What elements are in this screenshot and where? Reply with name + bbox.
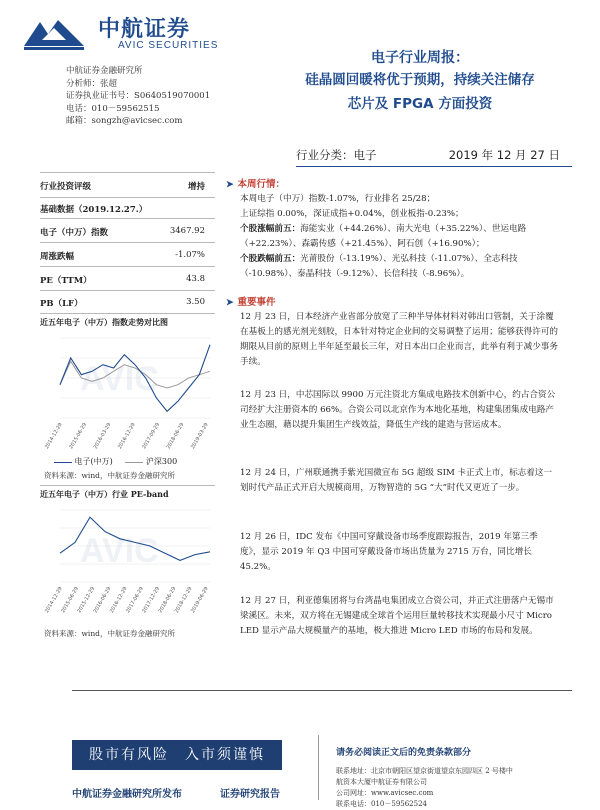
weekly-body (240, 192, 558, 282)
event-paragraph: 12 月 23 日，日本经济产业省部分放宽了三种半导体材料对韩出口管制，关于涂覆在基板上的感光剂光刻胶，日本针对特定企业间的交易调整了运用；能够获得许可的期限从目前的原则上半年延至最长三年，对日本出口企业而言，此举有利于减少事务手续。 (240, 312, 558, 367)
sidebar-divider (40, 218, 215, 219)
gainers-text: 海能实业（+44.26%）、南大光电（+35.22%）、世运电路（+22.23%）、森霸传感（+21.45%）、阿石创（+16.90%）； (240, 224, 527, 249)
gainers-label: 个股涨幅前五： (240, 224, 301, 234)
report-title-line1: 电子行业周报： (371, 50, 469, 66)
chart2-title: 近五年电子（中万）行业 PE-band (40, 489, 169, 499)
arrow-icon: ➤ (226, 298, 234, 308)
chart1-title: 近五年电子（中万）指数走势对比图 (40, 317, 168, 327)
x-tick-label: 2014-12-29 (44, 586, 64, 615)
losers-label: 个股跌幅前五： (240, 254, 301, 264)
report-title-line3: 芯片及 FPGA 方面投资 (347, 96, 493, 112)
contact-line: 电话：010－59562515 (66, 103, 160, 114)
x-tick-label: 2019-03-29 (190, 422, 210, 450)
gainers-paragraph (240, 222, 558, 252)
x-tick-label: 2018-06-29 (157, 586, 178, 615)
data-value: 3467.92 (169, 226, 205, 236)
x-tick-label: 2016-12-29 (117, 422, 137, 450)
events-title: 重要事件 (237, 297, 276, 308)
sidebar-divider (40, 242, 215, 243)
x-tick-label: 2016-06-29 (92, 586, 113, 615)
x-tick-label: 2016-12-29 (108, 586, 129, 615)
logo-english: AVIC SECURITIES (118, 40, 219, 51)
chart2-source: 资料来源：wind，中航证券金融研究所 (44, 629, 175, 638)
sidebar-divider (40, 197, 215, 198)
sidebar-divider (40, 485, 215, 486)
event-paragraph: 12 月 24 日，广州联通携手紫光国微宣布 5G 超级 SIM 卡正式上市，标志着这一划时代产品正式开启大规模商用，万物智造的 5G “大”时代又更近了一步。 (240, 468, 553, 493)
basic-data-label: 基础数据（2019.12.27.） (40, 205, 148, 215)
sidebar-divider (40, 172, 215, 173)
weekly-section-title (226, 176, 285, 190)
footer-divider (72, 690, 572, 691)
data-value: -1.07% (175, 250, 205, 260)
x-tick-label: 2019-06-29 (190, 586, 210, 615)
legend-swatch-hs300 (125, 462, 143, 463)
report-title-line2: 硅晶圆回暖将优于预期，持续关注储存 (305, 72, 535, 88)
industry-category: 行业分类：电子 (296, 148, 377, 162)
header-divider (296, 166, 572, 167)
contact-line: 联系地址：北京市朝阳区望京街道望京东园四区 2 号楼中 (336, 767, 513, 775)
data-label: PE（TTM） (40, 276, 92, 286)
legend-label: 沪深300 (145, 457, 178, 466)
publisher-label: 中航证券金融研究所发布 (72, 789, 182, 800)
contact-line: 联系电话：010－59562524 (336, 800, 427, 808)
analyst-contact (66, 65, 210, 128)
event-paragraph: 12 月 23 日，中芯国际以 9900 万元注资北方集成电路技术创新中心，约占合资公司经扩大注册资本的 66%。合资公司以北京作为本地化基地，构建集团集成电路产业生态圈，藉以提升集团生产线效益，降低生产线的建造与营运成本。 (240, 390, 556, 430)
chart-watermark: AVIC (80, 360, 159, 398)
report-meta (296, 147, 560, 163)
company-contact (336, 766, 568, 810)
contact-line: 分析师：张超 (66, 78, 118, 89)
report-date: 2019 年 12 月 27 日 (448, 148, 560, 162)
x-tick-label: 2018-06-29 (165, 422, 186, 450)
data-row-pe (40, 274, 215, 286)
x-tick-label: 2015-06-29 (60, 586, 80, 615)
pe-band-chart (40, 502, 215, 620)
data-row-pb (40, 297, 215, 309)
weekly-line: 本周电子（中万）指数-1.07%，行业排名 25/28； (240, 194, 436, 204)
chart-watermark: AVIC (80, 532, 159, 570)
event-paragraph: 12 月 27 日，利亚德集团将与台湾晶电集团成立合资公司，并正式注册落户无锡市梁溪区。未来，双方将在无锡建成全球首个运用巨量转移技术实现最小尺寸 Micro LED 显示产品大规模量产的基地，极大推进 Micro LED 市场的布局和发展。 (240, 596, 554, 636)
footer-vertical-divider (318, 735, 319, 800)
avic-logo-icon (18, 14, 90, 54)
x-tick-label: 2016-03-29 (92, 422, 113, 450)
index-comparison-chart (40, 330, 215, 450)
contact-line: 公司网址：www.avicsec.com (336, 789, 434, 797)
chart1-legend (54, 456, 214, 467)
x-tick-label: 2014-12-29 (44, 422, 64, 450)
sidebar-divider (40, 313, 215, 314)
rating-row (40, 180, 215, 192)
losers-paragraph (240, 252, 558, 282)
x-tick-label: 2015-06-29 (68, 422, 89, 450)
rating-value: 增持 (187, 182, 205, 192)
sidebar-divider (40, 290, 215, 291)
data-row-index (40, 226, 215, 238)
legend-swatch-electronics (54, 462, 72, 463)
disclaimer-notice: 请务必阅读正文后的免责条款部分 (336, 748, 472, 758)
contact-line: 证券执业证书号：S0640519070001 (66, 91, 211, 102)
weekly-title: 本周行情： (237, 179, 286, 190)
x-tick-label: 2018-12-29 (173, 586, 194, 615)
contact-line: 邮箱：songzh@avicsec.com (66, 116, 183, 127)
data-row-weekly (40, 250, 215, 262)
x-tick-label: 2017-12-29 (141, 586, 162, 615)
event-paragraph: 12 月 26 日，IDC 发布《中国可穿戴设备市场季度跟踪报告，2019 年第三季度》，显示 2019 年 Q3 中国可穿戴设备市场出货量为 2715 万台，同比增长 45.2%。 (240, 532, 538, 572)
data-label: 周涨跌幅 (40, 252, 75, 262)
risk-warning-banner: 股市有风险 入市须谨慎 (72, 740, 282, 770)
sidebar-divider (40, 266, 215, 267)
data-label: 电子（中万）指数 (40, 228, 109, 238)
logo-chinese: 中航证券 (98, 17, 191, 42)
data-value: 3.50 (186, 297, 205, 307)
weekly-line: 上证综指 0.00%，深证成指+0.04%，创业板指-0.23%； (240, 209, 464, 219)
data-value: 43.8 (186, 274, 205, 284)
data-label: PB（LF） (40, 299, 83, 309)
report-type-label: 证券研究报告 (220, 789, 280, 800)
rating-label: 行业投资评级 (40, 182, 92, 192)
contact-line: 中航证券金融研究所 (66, 66, 143, 76)
contact-line: 航资本大厦中航证券有限公司 (336, 778, 427, 786)
x-tick-label: 2017-06-29 (125, 586, 145, 615)
chart1-source: 资料来源：wind，中航证券金融研究所 (44, 471, 175, 480)
x-tick-label: 2017-09-29 (141, 422, 162, 450)
events-section-title (226, 294, 276, 308)
arrow-icon: ➤ (226, 180, 234, 190)
legend-label: 电子(中万) (74, 457, 113, 466)
losers-text: 光莆股份（-13.19%）、光弘科技（-11.07%）、全志科技（-10.98%）、泰晶科技（-9.12%）、长信科技（-8.96%）。 (240, 254, 518, 279)
x-tick-label: 2015-12-29 (76, 586, 97, 615)
